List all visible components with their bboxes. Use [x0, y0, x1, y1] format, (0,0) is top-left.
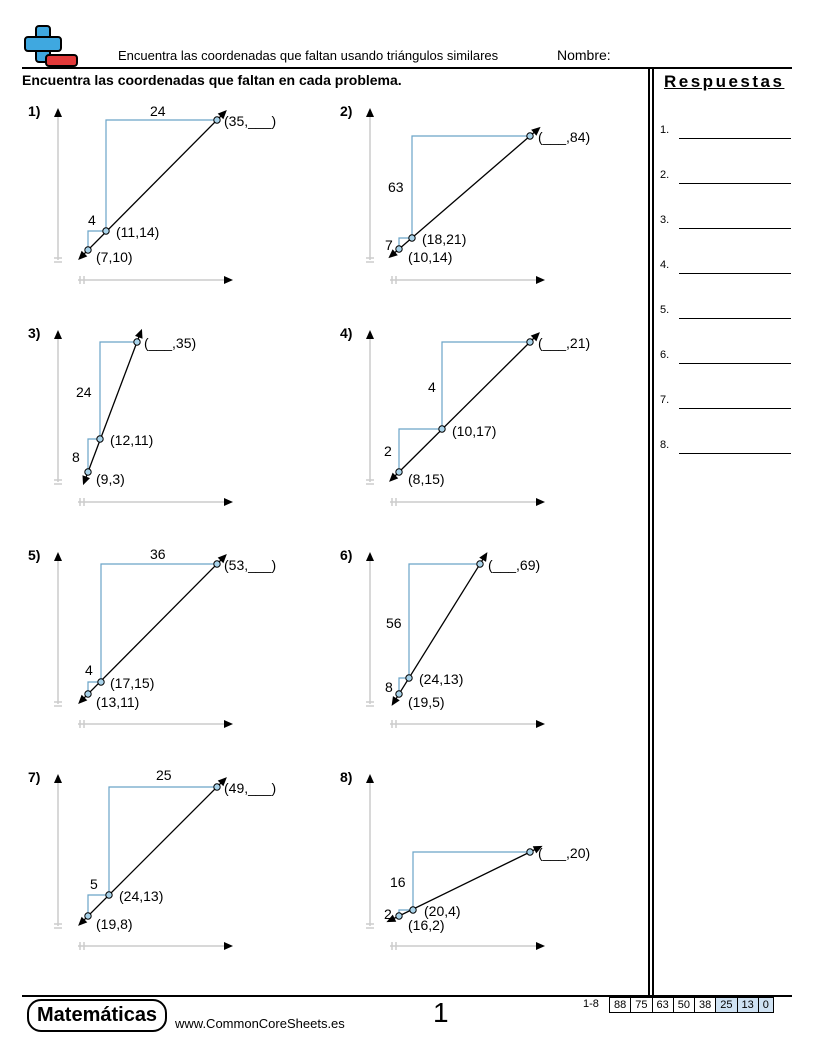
point-label: (9,3) [96, 471, 125, 487]
missing-point-label: (49,___) [224, 780, 277, 796]
point-marker [477, 561, 483, 567]
score-cell: 63 [652, 998, 673, 1013]
big-triangle-label: 16 [390, 874, 406, 890]
worksheet-title: Encuentra las coordenadas que faltan usando triángulos similares [118, 48, 499, 63]
point-label: (10,17) [452, 423, 497, 439]
site-url: www.CommonCoreSheets.es [175, 1016, 345, 1031]
x-axis-arrow [224, 276, 233, 284]
score-cell: 50 [673, 998, 694, 1013]
y-axis-arrow [366, 552, 374, 561]
point-marker [85, 469, 91, 475]
point-marker [396, 913, 402, 919]
problem-number: 1) [28, 103, 41, 119]
point-label: (13,11) [96, 694, 140, 710]
answer-number: 1. [660, 124, 670, 136]
score-cell: 13 [737, 998, 758, 1013]
point-marker [527, 133, 533, 139]
big-triangle-label: 56 [386, 615, 402, 631]
point-marker [396, 691, 402, 697]
point-label: (16,2) [408, 917, 445, 933]
problem-number: 3) [28, 325, 41, 341]
problem-number: 7) [28, 769, 41, 785]
missing-point-label: (53,___) [224, 557, 277, 573]
point-marker [409, 235, 415, 241]
y-axis-arrow [54, 552, 62, 561]
point-label: (7,10) [96, 249, 133, 265]
line-through-points [393, 336, 535, 477]
point-marker [396, 469, 402, 475]
big-triangle-label: 4 [428, 379, 436, 395]
missing-point-label: (___,69) [488, 557, 541, 573]
x-axis-arrow [536, 942, 545, 950]
point-label: (11,14) [116, 224, 160, 240]
point-marker [85, 247, 91, 253]
point-marker [98, 679, 104, 685]
y-axis-arrow [366, 774, 374, 783]
point-marker [134, 339, 140, 345]
point-label: (19,8) [96, 916, 133, 932]
big-triangle-label: 25 [156, 767, 172, 783]
problem-number: 5) [28, 547, 41, 563]
small-triangle-label: 8 [72, 449, 80, 465]
point-marker [85, 913, 91, 919]
score-range: 1-8 [583, 998, 599, 1010]
point-label: (12,11) [110, 432, 154, 448]
answer-number: 6. [660, 349, 670, 361]
big-triangle-label: 24 [76, 384, 92, 400]
brand-badge: Matemáticas [27, 999, 167, 1032]
point-label: (20,4) [424, 903, 461, 919]
point-marker [439, 426, 445, 432]
score-table [609, 997, 774, 1013]
problem-number: 4) [340, 325, 353, 341]
score-cell: 38 [695, 998, 716, 1013]
point-marker [85, 691, 91, 697]
small-triangle-label: 4 [85, 662, 93, 678]
point-marker [103, 228, 109, 234]
x-axis-arrow [224, 942, 233, 950]
point-label: (24,13) [119, 888, 164, 904]
small-triangle-label: 2 [384, 443, 392, 459]
missing-point-label: (___,84) [538, 129, 591, 145]
point-label: (24,13) [419, 671, 464, 687]
answer-number: 3. [660, 214, 670, 226]
missing-point-label: (35,___) [224, 113, 277, 129]
answer-number: 5. [660, 304, 670, 316]
x-axis-arrow [224, 720, 233, 728]
missing-point-label: (___,21) [538, 335, 591, 351]
page-number: 1 [433, 997, 449, 1028]
answer-number: 8. [660, 439, 670, 451]
point-marker [396, 246, 402, 252]
point-label: (8,15) [408, 471, 445, 487]
problem-number: 6) [340, 547, 353, 563]
score-cell: 25 [716, 998, 737, 1013]
small-triangle-label: 7 [385, 237, 393, 253]
instructions: Encuentra las coordenadas que faltan en cada problema. [22, 72, 402, 88]
missing-point-label: (___,20) [538, 845, 591, 861]
big-triangle-label: 24 [150, 103, 166, 119]
y-axis-arrow [54, 108, 62, 117]
score-cell: 88 [610, 998, 631, 1013]
small-triangle-label: 4 [88, 212, 96, 228]
point-marker [214, 117, 220, 123]
point-marker [406, 675, 412, 681]
small-triangle-label: 2 [384, 906, 392, 922]
x-axis-arrow [536, 276, 545, 284]
answer-number: 2. [660, 169, 670, 181]
line-arrow [82, 475, 89, 485]
problem-number: 2) [340, 103, 353, 119]
y-axis-arrow [54, 774, 62, 783]
score-cell: 75 [631, 998, 652, 1013]
missing-point-label: (___,35) [144, 335, 197, 351]
point-marker [214, 561, 220, 567]
answers-title: Respuestas [664, 72, 785, 91]
y-axis-arrow [366, 108, 374, 117]
point-marker [97, 436, 103, 442]
point-label: (17,15) [110, 675, 155, 691]
name-label: Nombre: [557, 47, 611, 63]
x-axis-arrow [536, 720, 545, 728]
point-label: (10,14) [408, 249, 453, 265]
answer-number: 7. [660, 394, 670, 406]
answer-number: 4. [660, 259, 670, 271]
problem-number: 8) [340, 769, 353, 785]
point-marker [527, 849, 533, 855]
big-triangle-label: 63 [388, 179, 404, 195]
point-marker [410, 907, 416, 913]
y-axis-arrow [54, 330, 62, 339]
big-triangle-label: 36 [150, 546, 166, 562]
y-axis-arrow [366, 330, 374, 339]
score-cell: 0 [758, 998, 773, 1013]
x-axis-arrow [224, 498, 233, 506]
small-triangle-label: 5 [90, 876, 98, 892]
point-marker [527, 339, 533, 345]
point-marker [214, 784, 220, 790]
line-arrow [135, 329, 142, 339]
small-triangle-label: 8 [385, 679, 393, 695]
line-through-points [85, 335, 140, 480]
point-label: (18,21) [422, 231, 467, 247]
point-label: (19,5) [408, 694, 445, 710]
x-axis-arrow [536, 498, 545, 506]
point-marker [106, 892, 112, 898]
